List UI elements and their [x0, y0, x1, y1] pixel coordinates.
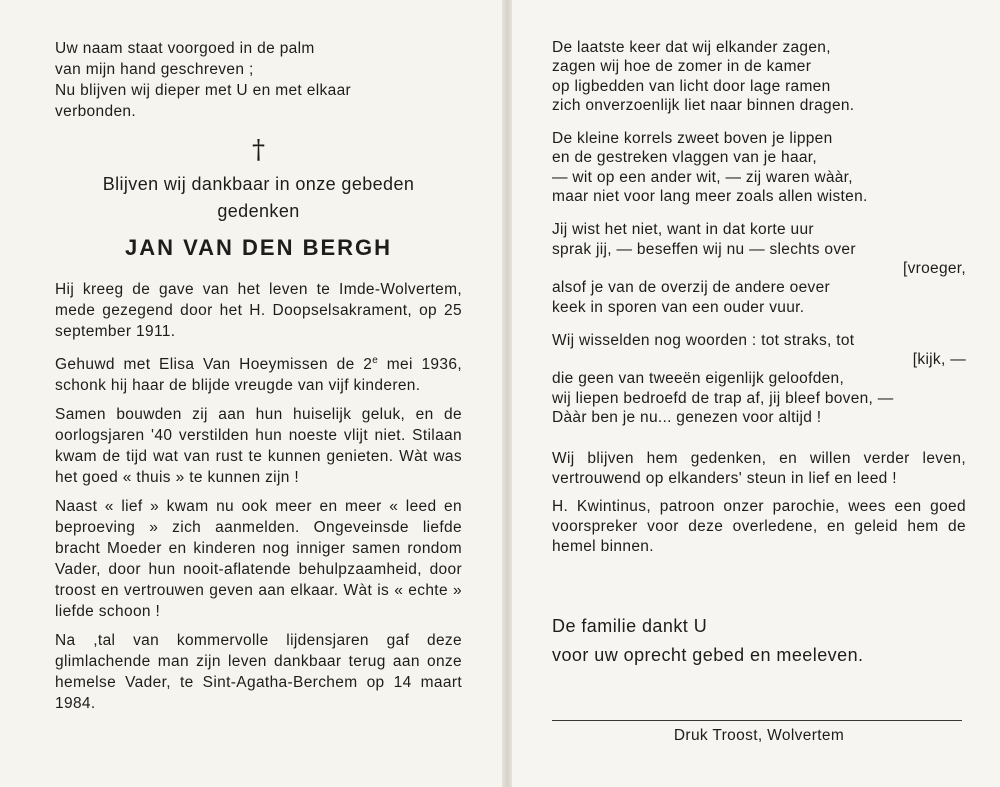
poem-line: De laatste keer dat wij elkander zagen,: [552, 39, 831, 56]
opening-verse: [55, 38, 462, 122]
intro-line: gedenken: [217, 201, 300, 221]
poem-line: sprak jij, — beseffen wij nu — slechts over: [552, 240, 856, 258]
poem-line: wij liepen bedroefd de trap af, jij bleef boven, —: [552, 389, 894, 407]
thanks-line: De familie dankt U: [552, 616, 708, 637]
closing-paragraph: H. Kwintinus, patroon onzer parochie, wees een goed voorspreker voor deze overledene, en geleid hem de hemel binnen.: [552, 498, 966, 556]
intro-line: Blijven wij dankbaar in onze gebeden: [102, 174, 415, 194]
poem-line: zich onverzoenlijk liet naar binnen dragen.: [552, 96, 855, 114]
poem-line: De kleine korrels zweet boven je lippen: [552, 130, 833, 148]
opening-line: verbonden.: [55, 103, 137, 120]
poem-line: keek in sporen van een ouder vuur.: [552, 298, 805, 316]
poem-line: Jij wist het niet, want in dat korte uur: [552, 221, 814, 239]
opening-line: Uw naam staat voorgoed in de palm: [55, 40, 315, 57]
poem-line: en de gestreken vlaggen van je haar,: [552, 149, 818, 167]
bio-paragraph: Hij kreeg de gave van het leven te Imde-Wolvertem, mede gezegend door het H. Doopselsakrament, op 25 september 1911.: [55, 281, 462, 340]
opening-line: van mijn hand geschreven ;: [55, 61, 254, 78]
poem-stanza: [552, 331, 966, 427]
right-page: [512, 0, 1000, 787]
family-thanks: [552, 612, 966, 670]
printer-credit: Druk Troost, Wolvertem: [673, 727, 845, 745]
poem-line: Dààr ben je nu... genezen voor altijd !: [552, 409, 822, 427]
poem-line: zagen wij hoe de zomer in de kamer: [552, 58, 812, 76]
deceased-name: JAN VAN DEN BERGH: [124, 235, 393, 260]
closing-paragraph: Wij blijven hem gedenken, en willen verder leven, vertrouwend op elkanders' steun in lief en leed !: [552, 450, 966, 488]
poem-line: maar niet voor lang meer zoals allen wisten.: [552, 188, 868, 206]
thanks-line: voor uw oprecht gebed en meeleven.: [552, 645, 864, 666]
poem-line: [kijk, —: [912, 351, 966, 369]
poem-stanza: [552, 129, 966, 206]
bio-paragraph: Samen bouwden zij aan hun huiselijk geluk, en de oorlogsjaren '40 verstilden hun noeste vlijt niet. Stilaan kwam de tijd wat van rust te kunnen genieten. Wàt was het goed « thuis » te kunnen zijn !: [55, 406, 462, 487]
poem-line: op ligbedden van licht door lage ramen: [552, 77, 831, 95]
poem: [552, 38, 966, 427]
poem-line: die geen van tweeën eigenlijk geloofden,: [552, 370, 845, 388]
poem-line: Wij wisselden nog woorden : tot straks, tot: [552, 331, 855, 349]
poem-line: [vroeger,: [902, 259, 966, 277]
poem-line: alsof je van de overzij de andere oever: [552, 279, 830, 297]
cross-icon: †: [252, 135, 265, 165]
bio-paragraph: Gehuwd met Elisa Van Hoeymissen de 2e mei 1936, schonk hij haar de blijde vreugde van vijf kinderen.: [55, 355, 462, 395]
poem-stanza: [552, 220, 966, 316]
poem-stanza: [552, 38, 966, 115]
poem-line: — wit op een ander wit, — zij waren wààr,: [552, 168, 853, 186]
bio-paragraph: Naast « lief » kwam nu ook meer en meer « leed en beproeving » zich aanmelden. Ongeveinsde liefde bracht Moeder en kinderen nog inniger samen rondom Vader, door hun nooit-aflatende behulpzaamheid, door troost en vertrouwen geven aan elkaar. Wàt is « echte » liefde schoon !: [55, 498, 462, 621]
divider: [552, 720, 962, 721]
bio-paragraph: Na ,tal van kommervolle lijdensjaren gaf deze glimlachende man zijn leven dankbaar terug aan onze hemelse Vader, te Sint-Agatha-Berchem op 14 maart 1984.: [55, 632, 462, 713]
opening-line: Nu blijven wij dieper met U en met elkaar: [55, 82, 352, 99]
